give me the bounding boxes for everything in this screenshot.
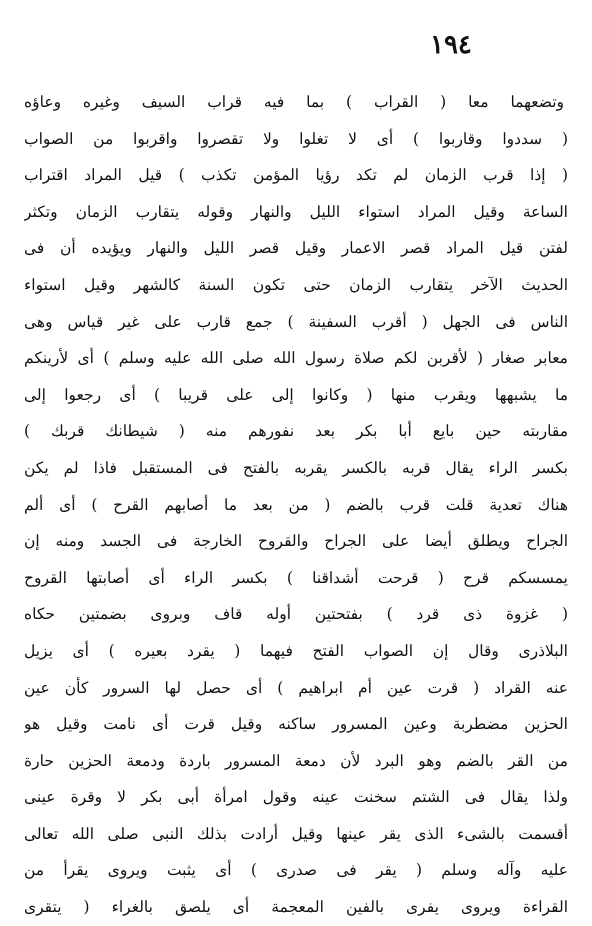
text-line: الحديث الآخر يتقارب الزمان حتى تكون السنة كالشهر وقيل استواء [24, 275, 568, 294]
text-line: الناس فى الجهل ( أقرب السفينة ) جمع قارب على غير قياس وهى [24, 312, 568, 331]
text-line: من القر بالضم وهو البرد لأن دمعة المسرور باردة ودمعة الحزين حارة [24, 751, 568, 770]
text-line: ( سددوا وقاربوا ) أى لا تغلوا ولا تقصروا واقربوا من الصواب [24, 129, 568, 148]
text-line: معابر صغار ( لأقربن لكم صلاة رسول الله صلى الله عليه وسلم ) أى لأرينكم [24, 349, 568, 368]
text-line: عنه القراد ( قرت عين أم ابراهيم ) أى حصل لها السرور كأن عين [24, 678, 568, 697]
text-line: بكسر الراء يقال قربه بالكسر يقربه بالفتح فى المستقبل فاذا لم يكن [24, 458, 568, 477]
text-line: ( غزوة ذى قرد ) بفتحتين أوله قاف وبروى بضمتين حكاه [24, 605, 568, 624]
text-line: مقاربته حين بايع أبا بكر بعد نفورهم منه ( شيطانك قربك ) [24, 422, 568, 441]
text-line: أقسمت بالشىء الذى يقر عينها وقيل أرادت بذلك النبى صلى الله تعالى [24, 824, 568, 843]
text-line: ( إذا قرب الزمان لم تكد رؤيا المؤمن تكذب ) قيل المراد اقتراب [24, 166, 568, 185]
text-line: البلاذرى وقال إن الصواب الفتح فيهما ( يقرد بعيره ) أى يزيل [24, 641, 568, 660]
text-line: الجراح ويطلق أيضا على الجراح والقروح الخارجة فى الجسد ومنه إن [24, 532, 568, 551]
page-number: ١٩٤ [430, 30, 472, 60]
text-line: يمسسكم قرح ( قرحت أشداقنا ) بكسر الراء أى أصابتها القروح [24, 568, 568, 587]
text-line: ما يشبهها ويقرب منها ( وكانوا إلى على قريبا ) أى رجعوا إلى [24, 385, 568, 404]
body-text [24, 84, 568, 926]
text-line: وتضعهما معا ( القراب ) بما فيه قراب السيف وغيره وعاؤه [24, 93, 564, 111]
text-line: هناك تعدية قلت قرب بالضم ( من بعد ما أصابهم القرح ) أى ألم [24, 495, 568, 514]
text-line: القراءة ويروى يفرى بالفين المعجمة أى يلصق بالغراء ( يتقرى [24, 898, 568, 917]
text-line: الحزين مضطربة وعين المسرور ساكنه وقيل قرت أى نامت وقيل هو [24, 715, 568, 734]
text-line: لفتن قيل المراد قصر الاعمار وقيل قصر الليل والنهار ويؤيده أن فى [24, 239, 568, 258]
text-line: الساعة وقيل المراد استواء الليل والنهار وقوله يتقارب الزمان وتكثر [24, 202, 568, 221]
text-line: عليه وآله وسلم ( يقر فى صدرى ) أى يثبت ويروى يقرأ من [24, 861, 568, 880]
text-line: ولذا يقال فى الشتم سخنت عينه وقول امرأة أبى بكر لا وقرة عينى [24, 788, 568, 807]
